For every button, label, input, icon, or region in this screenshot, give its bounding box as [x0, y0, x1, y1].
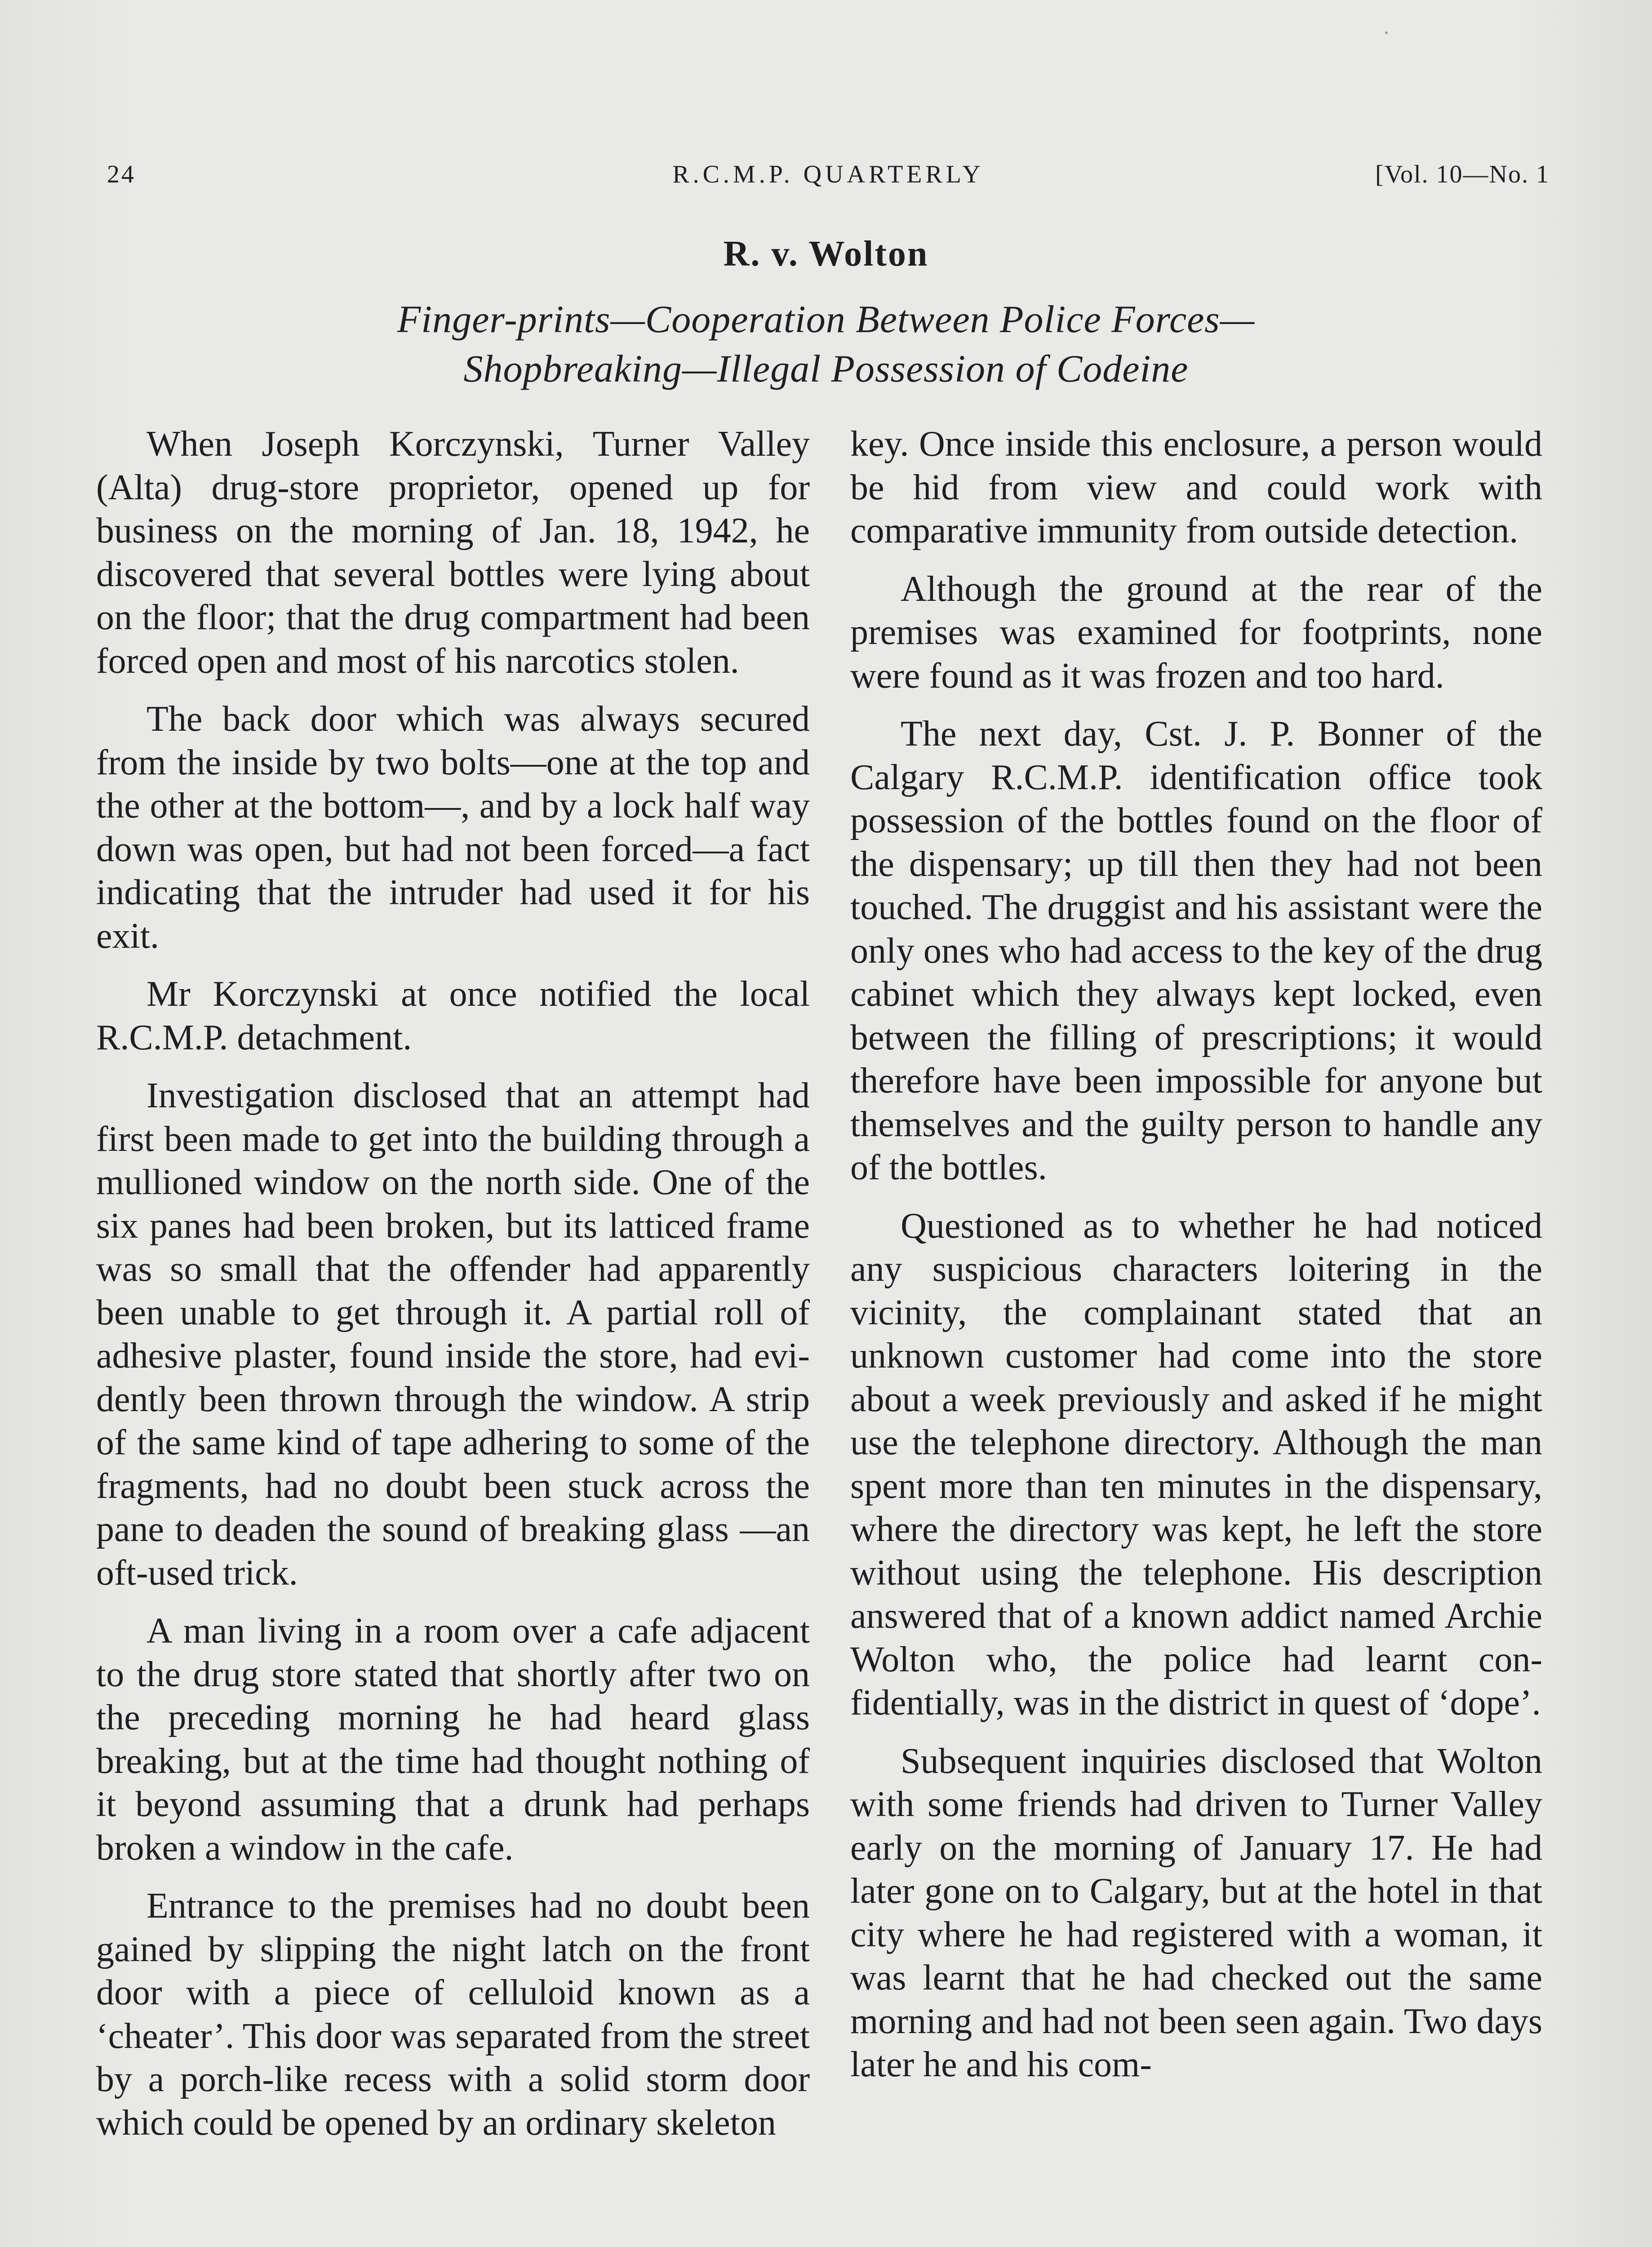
- volume-info: [Vol. 10—No. 1: [1375, 160, 1550, 188]
- paragraph: The next day, Cst. J. P. Bonner of the Calgary R.C.M.P. identification office took possession of the bottles found on the floor of the dispensary; up till then they had not been touched. The druggist and his assistant were the only ones who had access to the key of the drug cabinet which they always kept locked, even between the filling of prescriptions; it would therefore have been impossible for anyone but themselves and the guilty person to handle any of the bottles.: [850, 714, 1542, 1187]
- article-subtitle-line-1: Finger-prints—Cooperation Between Police Forces—: [397, 298, 1255, 341]
- paragraph-continued: key. Once inside this enclosure, a person would be hid from view and could work with comparative immunity from outside detection.: [850, 424, 1542, 551]
- journal-name: R.C.M.P. QUARTERLY: [672, 160, 984, 188]
- left-column: [96, 422, 810, 2159]
- paragraph: Questioned as to whether he had noticed any suspicious characters loitering in the vicinity, the complainant stated that an unknown customer had come into the store about a week previously and asked if he might use the telephone directory. Although the man spent more than ten minutes in the dispensary, where the directory was kept, he left the store without using the telephone. His description answered that of a known addict named Archie Wolton who, the police had learnt confidentially, was in the district in quest of ‘dope’.: [850, 1206, 1542, 1723]
- paragraph: A man living in a room over a cafe adjacent to the drug store stated that shortly after two on the preceding morning he had heard glass breaking, but at the time had thought nothing of it beyond assuming that a drunk had perhaps broken a window in the cafe.: [96, 1611, 810, 1868]
- paragraph: Investigation disclosed that an attempt had first been made to get into the building through a mullioned window on the north side. One of the six panes had been broken, but its latticed frame was so small that the offender had apparently been unable to get through it. A partial roll of adhesive plaster, found inside the store, had evidently been thrown through the window. A strip of the same kind of tape adhering to some of the fragments, had no doubt been stuck across the pane to deaden the sound of breaking glass —an oft-used trick.: [96, 1076, 810, 1593]
- paragraph: Mr Korczynski at once notified the local R.C.M.P. detachment.: [96, 974, 810, 1057]
- article-title: R. v. Wolton: [723, 234, 929, 274]
- paragraph: When Joseph Korczynski, Turner Valley (Alta) drug-store proprietor, opened up for business on the morning of Jan. 18, 1942, he discovered that several bottles were lying about on the floor; that the drug compartment had been forced open and most of his narcotics stolen.: [96, 424, 810, 681]
- paper-speck: [1385, 31, 1388, 34]
- running-head: [107, 160, 1550, 196]
- right-column: [850, 422, 1542, 2101]
- article-subtitle-line-2: Shopbreaking—Illegal Possession of Codeine: [463, 347, 1189, 390]
- paragraph: The back door which was always secured from the inside by two bolts—one at the top and the other at the bottom—, and by a lock half way down was open, but had not been forced—a fact indicating that the intruder had used it for his exit.: [96, 699, 810, 956]
- paragraph: Although the ground at the rear of the premises was examined for footprints, none were found as it was frozen and too hard.: [850, 569, 1542, 696]
- paragraph: Entrance to the premises had no doubt been gained by slipping the night latch on the front door with a piece of celluloid known as a ‘cheater’. This door was separated from the street by a porch-like recess with a solid storm door which could be opened by an ordinary skeleton: [96, 1886, 810, 2143]
- paragraph: Subsequent inquiries disclosed that Wolton with some friends had driven to Turner Valley early on the morning of January 17. He had later gone on to Calgary, but at the hotel in that city where he had registered with a woman, it was learnt that he had checked out the same morning and had not been seen again. Two days later he and his com-: [850, 1741, 1542, 2084]
- page-number: 24: [107, 160, 136, 188]
